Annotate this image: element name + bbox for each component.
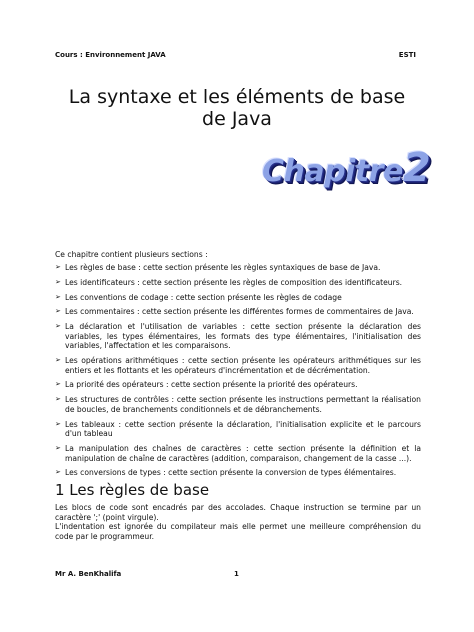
arrow-bullet-icon: ➢ [55, 356, 61, 365]
chapter-word: Chapitre [262, 154, 403, 189]
list-item: ➢ Les conventions de codage : cette section présente les règles de codage [55, 292, 342, 302]
arrow-bullet-icon: ➢ [55, 263, 61, 271]
body-paragraph: Les blocs de code sont encadrés par des accolades. Chaque instruction se termine par un caractère ';' (point virgule). [55, 503, 421, 522]
list-item: ➢ Les structures de contrôles : cette section présente les instructions permettant la réalisation de boucles, de branchements conditionnels et de débranchements. [55, 395, 421, 414]
list-item: ➢ Les opérations arithmétiques : cette section présente les opérateurs arithmétiques sur les entiers et les flottants et les opérateurs d'incrémentation et de décrémentation. [55, 356, 421, 375]
arrow-bullet-icon: ➢ [55, 277, 61, 286]
header-school: ESTI [398, 51, 416, 59]
arrow-bullet-icon: ➢ [55, 292, 61, 301]
footer-author: Mr A. BenKhalifa [55, 570, 122, 578]
arrow-bullet-icon: ➢ [55, 307, 61, 316]
chapter-number: 2 [402, 145, 431, 191]
list-item: ➢ Les conversions de types : cette section présente la conversion de types élémentaires. [55, 468, 397, 478]
list-item: ➢ La déclaration et l'utilisation de variables : cette section présente la déclaration des variables, les types élémentaires, les formats des type élémentaires, l'initialisation des variables, l'affectation et les comparaisons. [55, 322, 421, 351]
list-item: ➢ La priorité des opérateurs : cette section présente la priorité des opérateurs. [55, 380, 358, 390]
intro-text: Ce chapitre contient plusieurs sections : [55, 250, 208, 259]
page-title: La syntaxe et les éléments de base de Java [68, 86, 406, 130]
section-heading: 1 Les règles de base [55, 481, 210, 499]
section-list [55, 263, 421, 483]
arrow-bullet-icon: ➢ [55, 444, 61, 452]
list-item: ➢ Les tableaux : cette section présente la déclaration, l'initialisation explicite et le parcours d'un tableau [55, 419, 421, 439]
arrow-bullet-icon: ➢ [55, 419, 61, 428]
list-item: ➢ Les commentaires : cette section présente les différentes formes de commentaires de Java. [55, 307, 414, 317]
chapter-badge [262, 145, 431, 191]
arrow-bullet-icon: ➢ [55, 322, 61, 331]
arrow-bullet-icon: ➢ [55, 380, 61, 389]
header-course: Cours : Environnement JAVA [55, 51, 166, 59]
arrow-bullet-icon: ➢ [55, 395, 61, 404]
list-item: ➢ La manipulation des chaînes de caractères : cette section présente la définition et la manipulation de chaîne de caractères (addition, comparaison, changement de la casse ...). [55, 444, 421, 463]
body-paragraph: L'indentation est ignorée du compilateur mais elle permet une meilleure compréhension du code par le programmeur. [55, 522, 421, 541]
page-number: 1 [234, 570, 239, 578]
arrow-bullet-icon: ➢ [55, 468, 61, 477]
list-item: ➢ Les identificateurs : cette section présente les règles de composition des identificateurs. [55, 277, 403, 287]
list-item: ➢ Les règles de base : cette section présente les règles syntaxiques de base de Java. [55, 263, 381, 272]
